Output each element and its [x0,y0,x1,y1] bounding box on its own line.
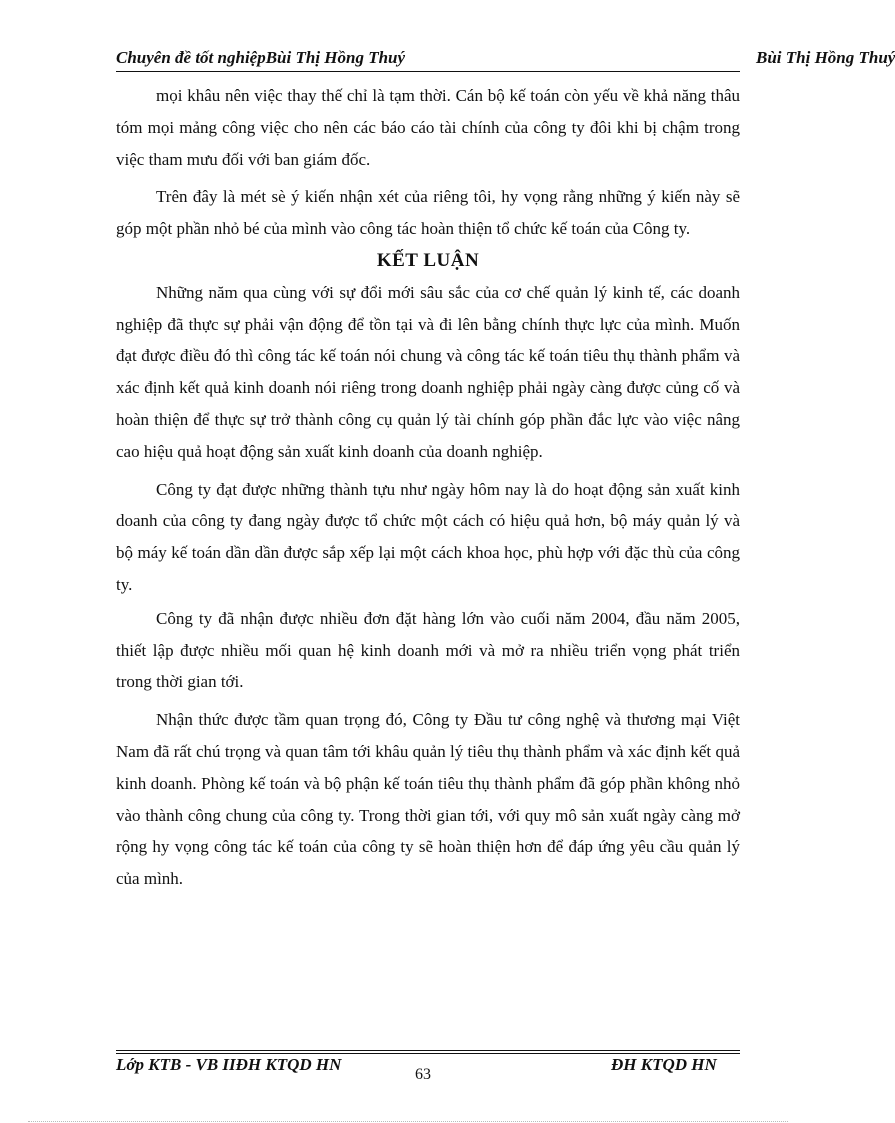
paragraph-3: Những năm qua cùng với sự đổi mới sâu sắc của cơ chế quản lý kinh tế, các doanh nghiệp đã thực sự phải vận động để tồn tại và đi lên bằng chính thực lực của mình. Muốn đạt được điều đó thì công tác kế toán nói chung và công tác kế toán tiêu thụ thành phẩm và xác định kết quả kinh doanh nói riêng trong doanh nghiệp phải ngày càng được củng cố và hoàn thiện để thực sự trở thành công cụ quản lý tài chính góp phần đắc lực vào việc nâng cao hiệu quả hoạt động sản xuất kinh doanh của doanh nghiệp. [116,282,740,461]
footer-rule-bottom [116,1053,740,1054]
header-title: Chuyên đề tốt nghiệpBùi Thị Hồng Thuý [116,48,406,67]
page-number: 63 [415,1066,431,1083]
section-heading: KẾT LUẬN [376,249,480,271]
paragraph-1: mọi khâu nên việc thay thế chỉ là tạm thời. Cán bộ kế toán còn yếu về khả năng thâu tóm mọi mảng công việc cho nên các báo cáo tài chính của công ty đôi khi bị chậm trong việc tham mưu đối với ban giám đốc. [116,86,740,169]
page-header [116,48,895,72]
footer-rule-top [116,1050,740,1051]
page-body [116,80,740,895]
paragraph-2: Trên đây là mét sè ý kiến nhận xét của riêng tôi, hy vọng rằng những ý kiến này sẽ góp một phần nhỏ bé của mình vào công tác hoàn thiện tổ chức kế toán của Công ty. [116,187,740,239]
footer-school: ĐH KTQD HN [611,1055,717,1074]
footer-class: Lớp KTB - VB IIĐH KTQD HN [116,1055,342,1074]
header-author: Bùi Thị Hồng Thuý [756,48,895,67]
paragraph-6: Nhận thức được tầm quan trọng đó, Công ty Đầu tư công nghệ và thương mại Việt Nam đã rất chú trọng và quan tâm tới khâu quản lý tiêu thụ thành phẩm và xác định kết quả kinh doanh. Phòng kế toán và bộ phận kế toán tiêu thụ thành phẩm đã góp phần không nhỏ vào thành công chung của công ty. Trong thời gian tới, với quy mô sản xuất ngày càng mở rộng hy vọng công tác kế toán của công ty sẽ hoàn thiện hơn để đáp ứng yêu cầu quản lý của mình. [116,710,740,889]
paragraph-4: Công ty đạt được những thành tựu như ngày hôm nay là do hoạt động sản xuất kinh doanh của công ty đang ngày được tổ chức một cách có hiệu quả hơn, bộ máy quản lý và bộ máy kế toán dần dần được sắp xếp lại một cách khoa học, phù hợp với đặc thù của công ty. [116,479,740,594]
header-rule [116,71,740,72]
paragraph-5: Công ty đã nhận được nhiều đơn đặt hàng lớn vào cuối năm 2004, đầu năm 2005, thiết lập được nhiều mối quan hệ kinh doanh mới và mở ra nhiều triển vọng phát triển trong thời gian tới. [116,608,740,692]
page-bottom-border [28,1121,788,1122]
